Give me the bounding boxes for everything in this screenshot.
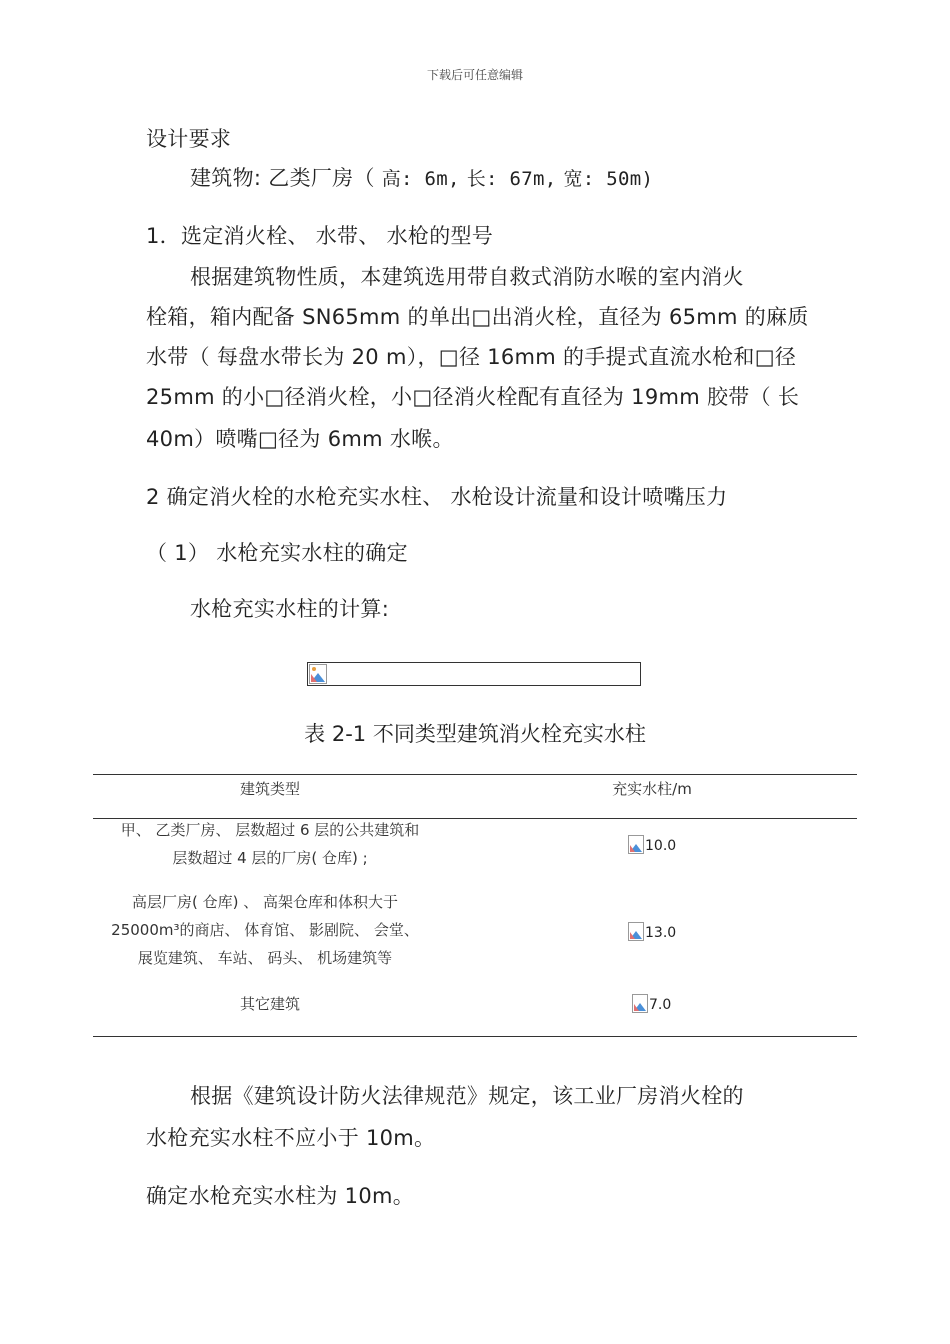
table-caption: 表 2-1 不同类型建筑消火栓充实水柱 [304,722,646,746]
table-cell-line: 高层厂房( 仓库) 、 高架仓库和体积大于 [131,893,398,911]
calc-label: 水枪充实水柱的计算: [190,597,390,621]
step1-line-3: 水带（ 每盘水带长为 20 m），□径 16mm 的手提式直流水枪和□径 [146,345,797,369]
value-text: 13.0 [645,925,677,941]
step1-line-1: 根据建筑物性质，本建筑选用带自救式消防水喉的室内消火 [190,265,744,289]
table-row-2-type [65,888,465,972]
broken-image-icon [628,922,644,941]
conclusion-line-2: 水枪充实水柱不应小于 10m。 [146,1126,436,1150]
conclusion-final: 确定水枪充实水柱为 10m。 [146,1184,415,1208]
building-info [190,162,653,192]
broken-image-icon [628,835,644,854]
step1-line-2: 栓箱，箱内配备 SN65mm 的单出□出消火栓，直径为 65mm 的麻质 [146,305,809,329]
broken-image-icon [632,994,648,1013]
table-header-type: 建筑类型 [239,780,300,798]
value-text: 7.0 [649,997,672,1013]
formula-image-placeholder [307,662,641,686]
step2-title: 2 确定消火栓的水枪充实水柱、 水枪设计流量和设计喷嘴压力 [146,485,728,509]
step1-title: 1．选定消火栓、 水带、 水枪的型号 [146,224,494,248]
table-row-1-type [70,816,470,872]
table-top-rule [93,774,857,775]
building-desc: 乙类厂房（ [268,166,375,190]
section-title: 设计要求 [146,127,232,151]
conclusion-line-1: 根据《建筑设计防火法律规范》规定，该工业厂房消火栓的 [190,1084,744,1108]
table-cell-line: 层数超过 4 层的厂房( 仓库) ; [172,849,368,867]
building-width: 宽: 50m) [563,168,654,190]
table-row-3-value [632,994,671,1013]
table-cell-line: 其它建筑 [239,995,300,1013]
step1-line-4: 25mm 的小□径消火栓，小□径消火栓配有直径为 19mm 胶带（ 长 [146,385,800,409]
table-cell-line: 25000m³的商店、 体育馆、 影剧院、 会堂、 [111,921,419,939]
building-label: 建筑物: [190,166,262,190]
building-height: 高: 6m, [381,168,460,190]
table-row-2-value [628,922,676,941]
building-length: 长: 67m, [466,168,557,190]
table-cell-line: 展览建筑、 车站、 码头、 机场建筑等 [137,949,393,967]
table-header-value: 充实水柱/m [612,780,692,798]
broken-image-icon [309,664,327,684]
page-header-note: 下载后可任意编辑 [426,68,523,82]
step2-subtitle: （ 1） 水枪充实水柱的确定 [146,541,408,565]
table-cell-line: 甲、 乙类厂房、 层数超过 6 层的公共建筑和 [120,821,420,839]
table-row-3-type [70,990,470,1018]
value-text: 10.0 [645,838,677,854]
step1-line-5: 40m）喷嘴□径为 6mm 水喉。 [146,427,454,451]
table-bottom-rule [93,1036,857,1037]
table-row-1-value [628,835,676,854]
